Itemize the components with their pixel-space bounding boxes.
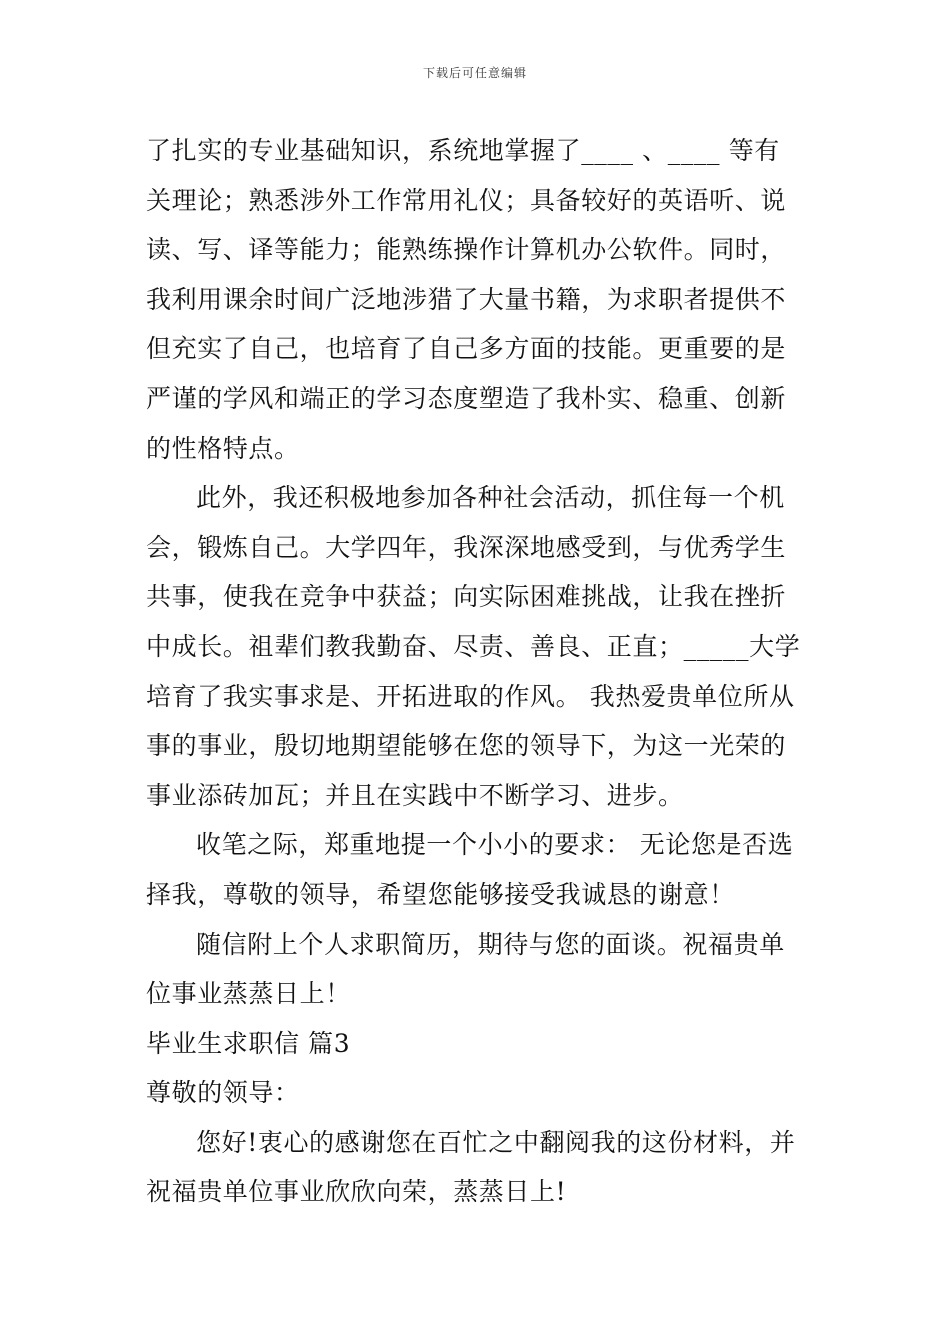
paragraph-start-line: 随信附上个人求职简历，期待与您的面谈。祝福贵单 bbox=[196, 929, 785, 959]
letter-body bbox=[146, 126, 806, 1217]
text-line: 的性格特点。 bbox=[146, 433, 300, 463]
text-line: 关理论；熟悉涉外工作常用礼仪；具备较好的英语听、说 bbox=[146, 185, 787, 215]
text-line: 会，锻炼自己。大学四年，我深深地感受到，与优秀学生 bbox=[146, 532, 787, 562]
text-line: 位事业蒸蒸日上！ bbox=[146, 979, 351, 1009]
text-line: 严谨的学风和端正的学习态度塑造了我朴实、稳重、创新 bbox=[146, 383, 787, 413]
text-line: 共事，使我在竞争中获益；向实际困难挑战，让我在挫折 bbox=[146, 582, 787, 612]
text-line: 但充实了自己，也培育了自己多方面的技能。更重要的是 bbox=[146, 334, 787, 364]
text-line: 事业添砖加瓦；并且在实践中不断学习、进步。 bbox=[146, 780, 684, 810]
text-line: 我利用课余时间广泛地涉猎了大量书籍，为求职者提供不 bbox=[146, 284, 787, 314]
text-line: 择我，尊敬的领导，希望您能够接受我诚恳的谢意！ bbox=[146, 879, 735, 909]
text-line: 了扎实的专业基础知识，系统地掌握了____ 、____ 等有 bbox=[146, 136, 780, 165]
paragraph-start-line: 此外，我还积极地参加各种社会活动，抓住每一个机 bbox=[196, 483, 785, 513]
salutation: 尊敬的领导： bbox=[146, 1078, 300, 1108]
header-note: 下载后可任意编辑 bbox=[422, 66, 527, 80]
text-line: 事的事业，殷切地期望能够在您的领导下，为这一光荣的 bbox=[146, 731, 787, 761]
text-line: 读、写、译等能力；能熟练操作计算机办公软件。同时， bbox=[146, 235, 787, 265]
section-heading: 毕业生求职信 篇3 bbox=[146, 1028, 351, 1058]
text-line: 培育了我实事求是、开拓进取的作风。 我热爱贵单位所从 bbox=[146, 681, 795, 711]
text-line: 祝福贵单位事业欣欣向荣，蒸蒸日上! bbox=[146, 1177, 567, 1207]
paragraph-start-line: 收笔之际，郑重地提一个小小的要求： 无论您是否选 bbox=[196, 830, 794, 860]
paragraph-start-line: 您好!衷心的感谢您在百忙之中翻阅我的这份材料，并 bbox=[196, 1127, 796, 1157]
text-line: 中成长。祖辈们教我勤奋、尽责、善良、正直；_____大学 bbox=[146, 631, 801, 661]
